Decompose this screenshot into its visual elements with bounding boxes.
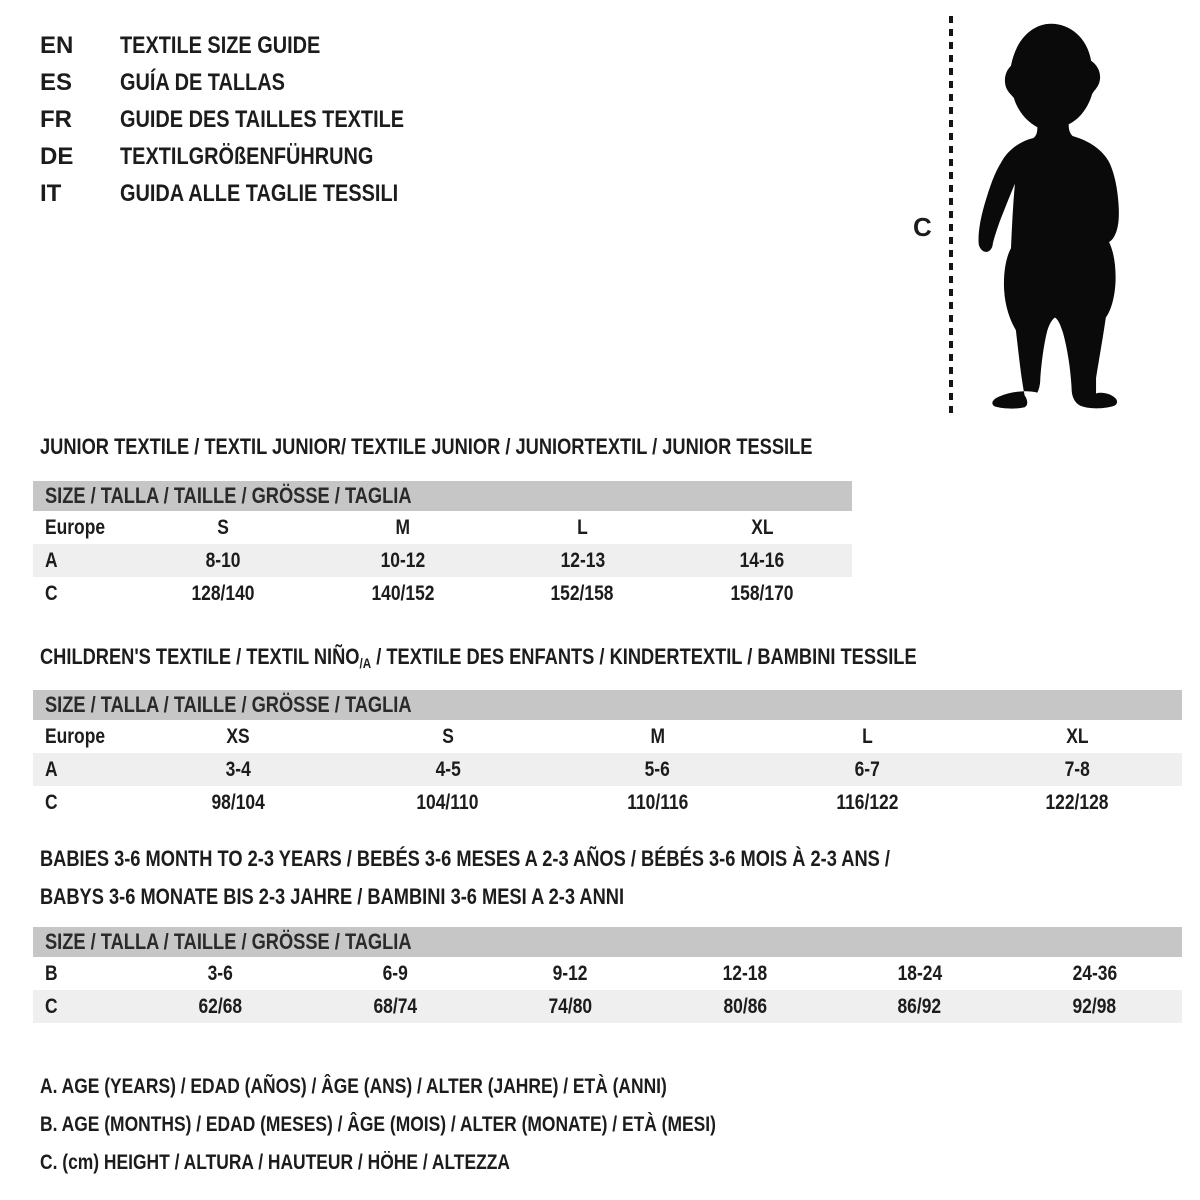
size-cell: M: [650, 724, 665, 748]
table-row-age: [33, 753, 1182, 786]
size-cell: M: [395, 515, 410, 539]
junior-section-title: JUNIOR TEXTILE / TEXTIL JUNIOR/ TEXTILE JUNIOR / JUNIORTEXTIL / JUNIOR TESSILE: [40, 434, 813, 459]
height-dimension-label: C: [913, 212, 932, 242]
height-cell: 68/74: [373, 994, 418, 1018]
legend-age-years: A. AGE (YEARS) / EDAD (AÑOS) / ÂGE (ANS) / ALTER (JAHRE) / ETÀ (ANNI): [40, 1075, 667, 1098]
language-title: GUIDA ALLE TAGLIE TESSILI: [120, 179, 399, 207]
size-cell: L: [577, 515, 588, 539]
language-title: TEXTILE SIZE GUIDE: [120, 31, 321, 59]
table-row-europe: [33, 720, 1182, 753]
legend-age-months: B. AGE (MONTHS) / EDAD (MESES) / ÂGE (MOIS) / ALTER (MONATE) / ETÀ (MESI): [40, 1113, 716, 1136]
age-cell: 3-4: [225, 757, 251, 781]
months-cell: 9-12: [552, 961, 588, 985]
table-row-europe: [33, 511, 852, 544]
babies-section-title: BABIES 3-6 MONTH TO 2-3 YEARS / BEBÉS 3-6 MESES A 2-3 AÑOS / BÉBÉS 3-6 MOIS À 2-3 ANS / BABYS 3-6 MONATE BIS 2-3 JAHRE / BAMBINI 3-6 MESI A 2-3 ANNI: [40, 846, 890, 909]
height-cell: 80/86: [723, 994, 767, 1018]
language-list: [40, 27, 462, 212]
size-cell: S: [217, 515, 229, 539]
language-title: TEXTILGRÖßENFÜHRUNG: [120, 142, 374, 170]
language-code: ES: [40, 68, 73, 96]
size-cell: L: [861, 724, 873, 748]
language-code: EN: [40, 31, 74, 59]
size-header-bar: SIZE / TALLA / TAILLE / GRÖSSE / TAGLIA: [33, 481, 852, 511]
language-row-en: [40, 27, 462, 64]
row-label: A: [45, 757, 58, 781]
height-cell: 92/98: [1072, 994, 1117, 1018]
table-row-height: [33, 577, 852, 610]
age-cell: 6-7: [854, 757, 880, 781]
language-code: DE: [40, 142, 74, 170]
months-cell: 3-6: [207, 961, 234, 985]
row-label: C: [45, 994, 58, 1018]
months-cell: 6-9: [382, 961, 408, 985]
age-cell: 14-16: [739, 548, 785, 572]
height-cell: 122/128: [1045, 790, 1109, 814]
months-cell: 18-24: [897, 961, 943, 985]
babies-size-table: [33, 927, 1182, 1023]
height-cell: 104/110: [416, 790, 479, 814]
children-section-title: CHILDREN'S TEXTILE / TEXTIL $NIÑO_{/A}$ / TEXTILE DES ENFANTS / KINDERTEXTIL / BAMBINI TESSILE: [40, 644, 917, 671]
height-cell: 110/116: [626, 790, 689, 814]
height-cell: 86/92: [897, 994, 942, 1018]
size-cell: S: [441, 724, 454, 748]
legend-height-cm: C. (cm) HEIGHT / ALTURA / HAUTEUR / HÖHE / ALTEZZA: [40, 1151, 510, 1174]
height-cell: 116/122: [836, 790, 899, 814]
height-cell: 152/158: [550, 581, 614, 605]
language-row-fr: [40, 101, 462, 138]
height-cell: 140/152: [371, 581, 435, 605]
height-cell: 98/104: [211, 790, 265, 814]
size-cell: XL: [1065, 724, 1089, 748]
size-header-bar: SIZE / TALLA / TAILLE / GRÖSSE / TAGLIA: [33, 690, 1182, 720]
nino-a-subscript: /A: [359, 655, 372, 671]
table-row-age: [33, 544, 852, 577]
height-cell: 128/140: [191, 581, 255, 605]
table-row-months: [33, 957, 1182, 990]
row-label: C: [45, 790, 58, 814]
months-cell: 12-18: [722, 961, 768, 985]
language-title: GUÍA DE TALLAS: [120, 68, 285, 96]
months-cell: 24-36: [1072, 961, 1117, 985]
age-cell: 5-6: [644, 757, 671, 781]
children-size-table: [33, 690, 1182, 819]
age-cell: 12-13: [560, 548, 605, 572]
row-label: C: [45, 581, 58, 605]
table-row-height: [33, 990, 1182, 1023]
age-cell: 7-8: [1064, 757, 1090, 781]
language-row-de: [40, 138, 462, 175]
size-cell: XS: [226, 724, 250, 748]
height-cell: 74/80: [548, 994, 592, 1018]
height-cell: 158/170: [730, 581, 794, 605]
height-cell: 62/68: [198, 994, 243, 1018]
age-cell: 4-5: [435, 757, 461, 781]
toddler-silhouette-icon: [966, 16, 1142, 416]
size-header-bar: SIZE / TALLA / TAILLE / GRÖSSE / TAGLIA: [33, 927, 1182, 957]
age-cell: 8-10: [205, 548, 241, 572]
age-cell: 10-12: [380, 548, 425, 572]
language-row-es: [40, 64, 462, 101]
junior-size-table: [33, 481, 852, 610]
language-title: GUIDE DES TAILLES TEXTILE: [120, 105, 405, 133]
row-label: Europe: [45, 724, 106, 748]
language-code: IT: [40, 179, 62, 207]
height-dashed-line: [949, 16, 953, 418]
row-label: A: [45, 548, 58, 572]
table-row-height: [33, 786, 1182, 819]
row-label: B: [45, 961, 58, 985]
language-row-it: [40, 175, 462, 212]
size-cell: XL: [750, 515, 774, 539]
row-label: Europe: [45, 515, 106, 539]
dimension-legend: [40, 1068, 854, 1182]
language-code: FR: [40, 105, 72, 133]
